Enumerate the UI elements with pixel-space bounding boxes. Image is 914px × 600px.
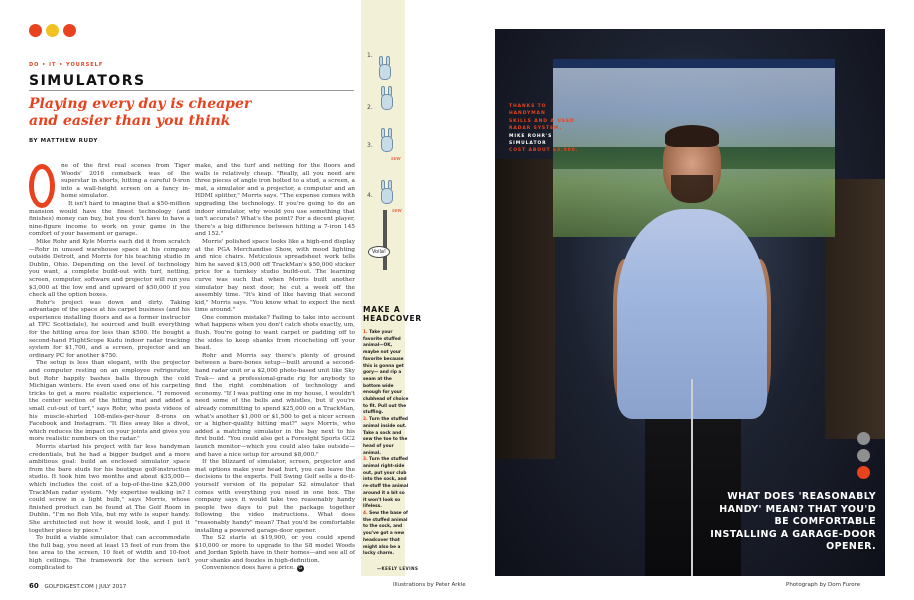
end-mark-icon: G xyxy=(298,565,303,572)
paragraph: The S2 starts at $19,900, or you could spend $10,000 or more to upgrade to the S8 model Woods and Jordan Spieth have in their homes—and see all of your shanks and foozles in high-definition. xyxy=(195,535,355,564)
paragraph: Mike Rohr and Kyle Morris each did it from scratch—Rohr in unused warehouse space at his company outside Detroit, and Morris for his teaching studio in Dublin, Ohio. Depending on the level of technology you want, a complete build-out with turf, netting, screen, computer, software and projector will run you $3,000 at the low end and upward of $50,000 if you check all the option boxes. xyxy=(29,238,190,299)
step-text: Turn the stuffed animal right-side out, put your club into the sock, and re-stuff the animal around it a bit so it won't look so lifeless. xyxy=(363,457,409,510)
step-label: 3. xyxy=(363,457,368,463)
logo-dot-icon xyxy=(46,24,59,37)
closing-line: Convenience does have a price. xyxy=(202,565,295,572)
paragraph: make, and the turf and netting for the floors and walls is relatively cheap. "Really, all you need are three pieces of angle iron bolted to a stud, a screen, a mat, a simulator and a projector, a computer and an HDMI splitter," Morris says. "The expense comes with upgrading the technology. If you're going to do an indoor simulator, why would you use something that isn't accurate? What's the point? For a decent player, there's a big difference between hitting a 7-iron 145 and 152." xyxy=(195,163,355,238)
sidebar-step xyxy=(363,417,409,457)
speech-bubble: Voila! xyxy=(368,246,390,258)
illustration-credit: Illustrations by Peter Arkle xyxy=(393,582,466,588)
bunny-illustration-icon xyxy=(379,180,395,206)
paragraph: ne of the first real scenes from Tiger Woods' 2016 comeback was of the superstar in shorts, hitting a careful 9-iron into a wall-height screen on a fancy in-home simulator. xyxy=(61,163,190,200)
bunny-illustration-icon xyxy=(379,86,395,112)
sew-note: sew xyxy=(391,156,401,162)
quote-logo-icon xyxy=(857,432,870,483)
sidebar-heading-line: MAKE A xyxy=(363,305,401,314)
logo-dot-icon xyxy=(63,24,76,37)
step-label: 1. xyxy=(363,330,368,335)
step-number: 1. xyxy=(367,52,373,59)
sidebar-heading xyxy=(363,305,422,323)
step-label: 4. xyxy=(363,510,368,516)
sidebar-step xyxy=(363,457,409,511)
sidebar-heading-line: HEADCOVER xyxy=(363,314,423,323)
section-title: SIMULATORS xyxy=(29,73,146,89)
article-deck xyxy=(29,96,359,130)
page-number: 60 xyxy=(29,582,39,590)
step-text: Turn the stuffed animal inside out. Take a sock and sew the toe to the head of your animal. xyxy=(363,417,408,456)
byline: BY MATTHEW RUDY xyxy=(29,138,98,144)
person-beard xyxy=(671,175,713,203)
step-label: 2. xyxy=(363,417,368,423)
section-kicker: DO • IT • YOURSELF xyxy=(29,62,104,68)
paragraph xyxy=(195,565,355,573)
photo-caption xyxy=(509,103,579,155)
site-link[interactable]: GOLFDIGEST.COM xyxy=(44,584,94,590)
folio: 60 GOLFDIGEST.COM | JULY 2017 xyxy=(29,582,127,590)
person-hair xyxy=(665,125,719,147)
step-number: 3. xyxy=(367,142,373,149)
screen-toolbar xyxy=(553,59,835,68)
step-text: Take your favorite stuffed animal—OK, maybe not your favorite because this is gonna get gory— and rip a seam at the bottom wide enough for your clubhead of choice to fit. Pull out the stuffing. xyxy=(363,330,409,416)
issue-date: JULY 2017 xyxy=(99,584,127,590)
shelf-background xyxy=(495,159,555,459)
paragraph: To build a viable simulator that can accommodate the full bag, you need at least 15 feet of run from the tee area to the screen, 10 feet of width and 10-foot high ceilings. The framework for the screen isn't complicated to xyxy=(29,535,190,572)
paragraph: Morris' polished space looks like a high-end display at the PGA Merchandise Show, with mood lighting and nice chairs. Meticulous spreadsheet work tells him he saved $15,000 off TrackMan's $50,000 sticker price for a turnkey studio build-out. The learning curve was such that when Morris built another simulator bay next door, he cut a week off the assembly time. "It's kind of like having that second kid," Morris says. "You know what to expect the next time around." xyxy=(195,238,355,314)
club-shaft-icon xyxy=(383,210,387,270)
article-column-2 xyxy=(195,163,355,573)
sidebar-signature: —KEELY LEVINS xyxy=(377,566,419,571)
deck-line: Playing every day is cheaper xyxy=(29,96,252,112)
photo-credit: Photograph by Dom Furore xyxy=(786,582,861,588)
caption-line: RADAR SYSTEM, xyxy=(509,126,562,132)
caption-line: COST ABOUT $3,000. xyxy=(509,148,579,154)
bunny-illustration-icon xyxy=(377,56,393,82)
golf-club xyxy=(691,379,693,576)
logo-dot-icon xyxy=(29,24,42,37)
dropcap-o-icon xyxy=(29,164,55,208)
paragraph: The setup is less than elegant, with the projector and computer resting on an employee refrigerator, but Rohr happily bashes balls through the cold Michigan winters. He even used one of his carpeting tricks to get a more realistic experience. "I removed the center section of the hitting mat and added a small cut-out of turf," says Rohr, who posts videos of his muscle-shirted 108-miles-per-hour 8-irons on Facebook and Instagram. "It flies away like a divot, which reduces the impact on your joints and gives you more realistic numbers on the radar." xyxy=(29,360,190,443)
bunny-illustration-icon xyxy=(379,128,395,154)
pull-quote: WHAT DOES 'REASONABLY HANDY' MEAN? THAT YOU'D BE COMFORTABLE INSTALLING A GARAGE-DOOR OPENER. xyxy=(710,491,876,553)
divider xyxy=(29,90,354,91)
caption-line: MIKE ROHR'S SIMULATOR xyxy=(509,133,553,147)
sew-note: sew xyxy=(392,208,402,214)
paragraph: If the blizzard of simulator, screen, projector and mat options make your head hurt, you can leave the decisions to the experts. Full Swing Golf sells a do-it-yourself version of its popular S2 simulator that comes with everything you need in one box. The company says it would take two reasonably handy people two days to put the package together following the video instructions. What does "reasonably handy" mean? That you'd be comfortable installing a powered garage-door opener. xyxy=(195,459,355,534)
article-column-1 xyxy=(29,163,190,573)
caption-line: THANKS TO HANDYMAN xyxy=(509,104,547,117)
sidebar-step xyxy=(363,330,409,417)
paragraph: Rohr's project was down and dirty. Taking advantage of the space at his carpet business (and his experience installing floors and as a former instructor at TPC Scottsdale), he sourced and built everything for the hitting area for less than $500. He bought a second-hand FlightScope Kudu indoor radar tracking system for $1,700, and a screen, projector and an ordinary PC for another $750. xyxy=(29,299,190,359)
sidebar-steps xyxy=(363,330,409,558)
magazine-logo xyxy=(29,24,76,37)
step-text: Sew the base of the stuffed animal to the sock, and you've got a new headcover that might also be a lucky charm. xyxy=(363,510,408,557)
deck-line: and easier than you think xyxy=(29,113,231,129)
paragraph: It isn't hard to imagine that a $50-million mansion would have the finest technology (and finishes) money can buy, but you don't have to have a nine-figure income to work on your game in the comfort of your basement or garage. xyxy=(29,200,190,238)
step-number: 2. xyxy=(367,104,373,111)
paragraph: Rohr and Morris say there's plenty of ground between a bare-bones setup—built around a second-hand radar unit or a $2,000 photo-based unit like Sky Trak— and a professional-grade rig for anybody to find the right combination of technology and economy. "If I was putting one in my house, I wouldn't need some of the bells and whistles, but if you're already committing to spend $25,000 on a TrackMan, what's another $1,000 or $1,500 to get a nicer screen or a higher-quality hitting mat?" says Morris, who added a matching simulator in the bay next to his first build. "You could also get a Foresight Sports GC2 launch monitor—which you could also take outside—and have a nice setup for around $8,000." xyxy=(195,352,355,458)
sidebar-step xyxy=(363,511,409,558)
caption-line: SKILLS AND A USED xyxy=(509,118,575,124)
paragraph: One common mistake? Failing to take into account what happens when you don't catch shots exactly, um, flush. You're going to want carpet or padding off to the sides to keep shanks from ricocheting off your head. xyxy=(195,314,355,352)
step-number: 4. xyxy=(367,192,373,199)
paragraph: Morris started his project with far less handyman credentials, but he had a bigger budget and a more ambitious goal: build an enclosed simulator space from the bare studs for his boutique golf-instruction studio. It took him two months and about $35,000—which includes the cost of a top-of-the-line $25,000 TrackMan radar system. "My expertise walking in? I could screw in a light bulb," says Morris, whose finished product can be found at The Golf Room in Dublin. "I'm no Bob Vila, but my wife is super handy. She architected out how it would look, and I put it together piece by piece." xyxy=(29,443,190,534)
